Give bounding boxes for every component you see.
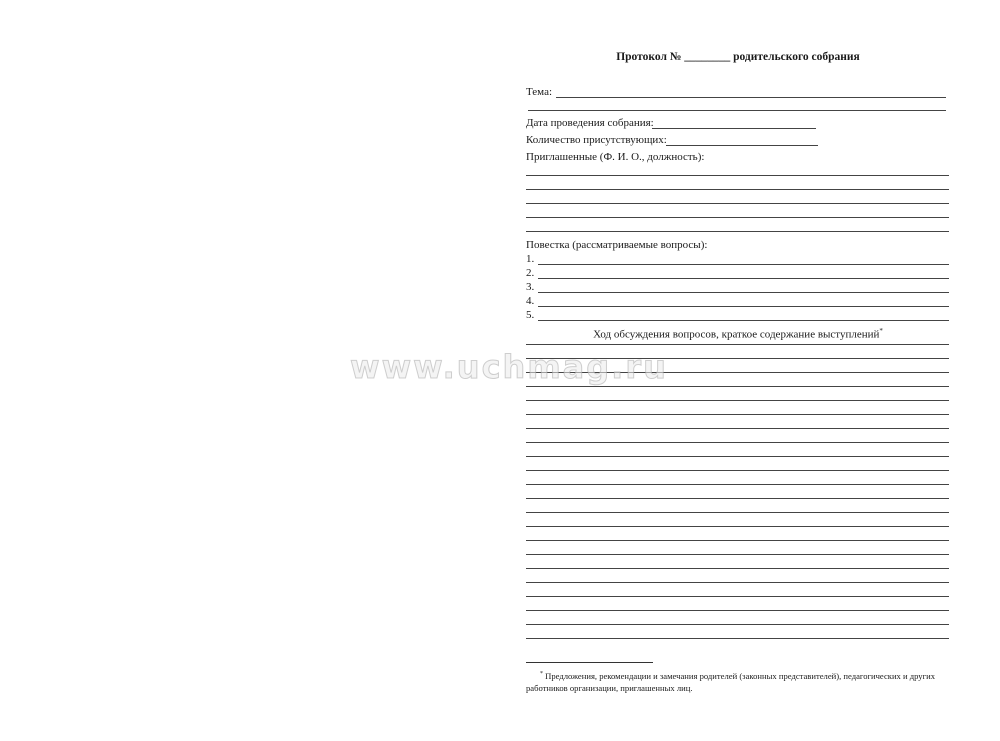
discussion-heading: [526, 327, 950, 341]
discussion-line: [526, 414, 949, 415]
invited-label: Приглашенные (Ф. И. О., должность):: [526, 151, 705, 163]
discussion-line: [526, 568, 949, 569]
discussion-line: [526, 596, 949, 597]
discussion-line: [526, 442, 949, 443]
agenda-line: [538, 292, 949, 293]
discussion-line: [526, 610, 949, 611]
discussion-line: [526, 554, 949, 555]
discussion-line: [526, 526, 949, 527]
topic-line: [556, 97, 946, 98]
discussion-line: [526, 344, 949, 345]
discussion-line: [526, 582, 949, 583]
discussion-line: [526, 386, 949, 387]
discussion-line: [526, 428, 949, 429]
topic-line: [528, 110, 946, 111]
date-label: Дата проведения собрания:: [526, 117, 654, 129]
watermark: www.uchmag.ru: [350, 348, 668, 386]
footnote: [526, 668, 952, 694]
invited-line: [526, 175, 949, 176]
page-title: Протокол № ________ родительского собрания: [616, 51, 860, 63]
agenda-line: [538, 278, 949, 279]
invited-line: [526, 203, 949, 204]
invited-line: [526, 217, 949, 218]
agenda-number: 3.: [526, 281, 535, 293]
discussion-line: [526, 456, 949, 457]
discussion-line: [526, 498, 949, 499]
discussion-line: [526, 624, 949, 625]
discussion-line: [526, 484, 949, 485]
discussion-line: [526, 512, 949, 513]
footnote-separator: [526, 662, 653, 663]
attendees-label: Количество присутствующих:: [526, 134, 667, 146]
attendees-line: [666, 145, 818, 146]
agenda-line: [538, 264, 949, 265]
discussion-line: [526, 540, 949, 541]
invited-line: [526, 189, 949, 190]
discussion-line: [526, 470, 949, 471]
discussion-footnote-marker: *: [879, 327, 883, 335]
discussion-line: [526, 638, 949, 639]
discussion-line: [526, 400, 949, 401]
agenda-number: 2.: [526, 267, 535, 279]
agenda-heading: Повестка (рассматриваемые вопросы):: [526, 239, 708, 251]
agenda-number: 4.: [526, 295, 535, 307]
footnote-marker: *: [540, 671, 543, 677]
agenda-line: [538, 306, 949, 307]
agenda-line: [538, 320, 949, 321]
agenda-number: 5.: [526, 309, 535, 321]
footnote-text: Предложения, рекомендации и замечания родителей (законных представителей), педагогических и других работников организации, приглашенных лиц.: [526, 670, 936, 693]
date-line: [652, 128, 816, 129]
invited-line: [526, 231, 949, 232]
topic-label: Тема:: [526, 86, 553, 98]
discussion-heading-text: Ход обсуждения вопросов, краткое содержание выступлений: [593, 328, 880, 341]
agenda-number: 1.: [526, 253, 535, 265]
